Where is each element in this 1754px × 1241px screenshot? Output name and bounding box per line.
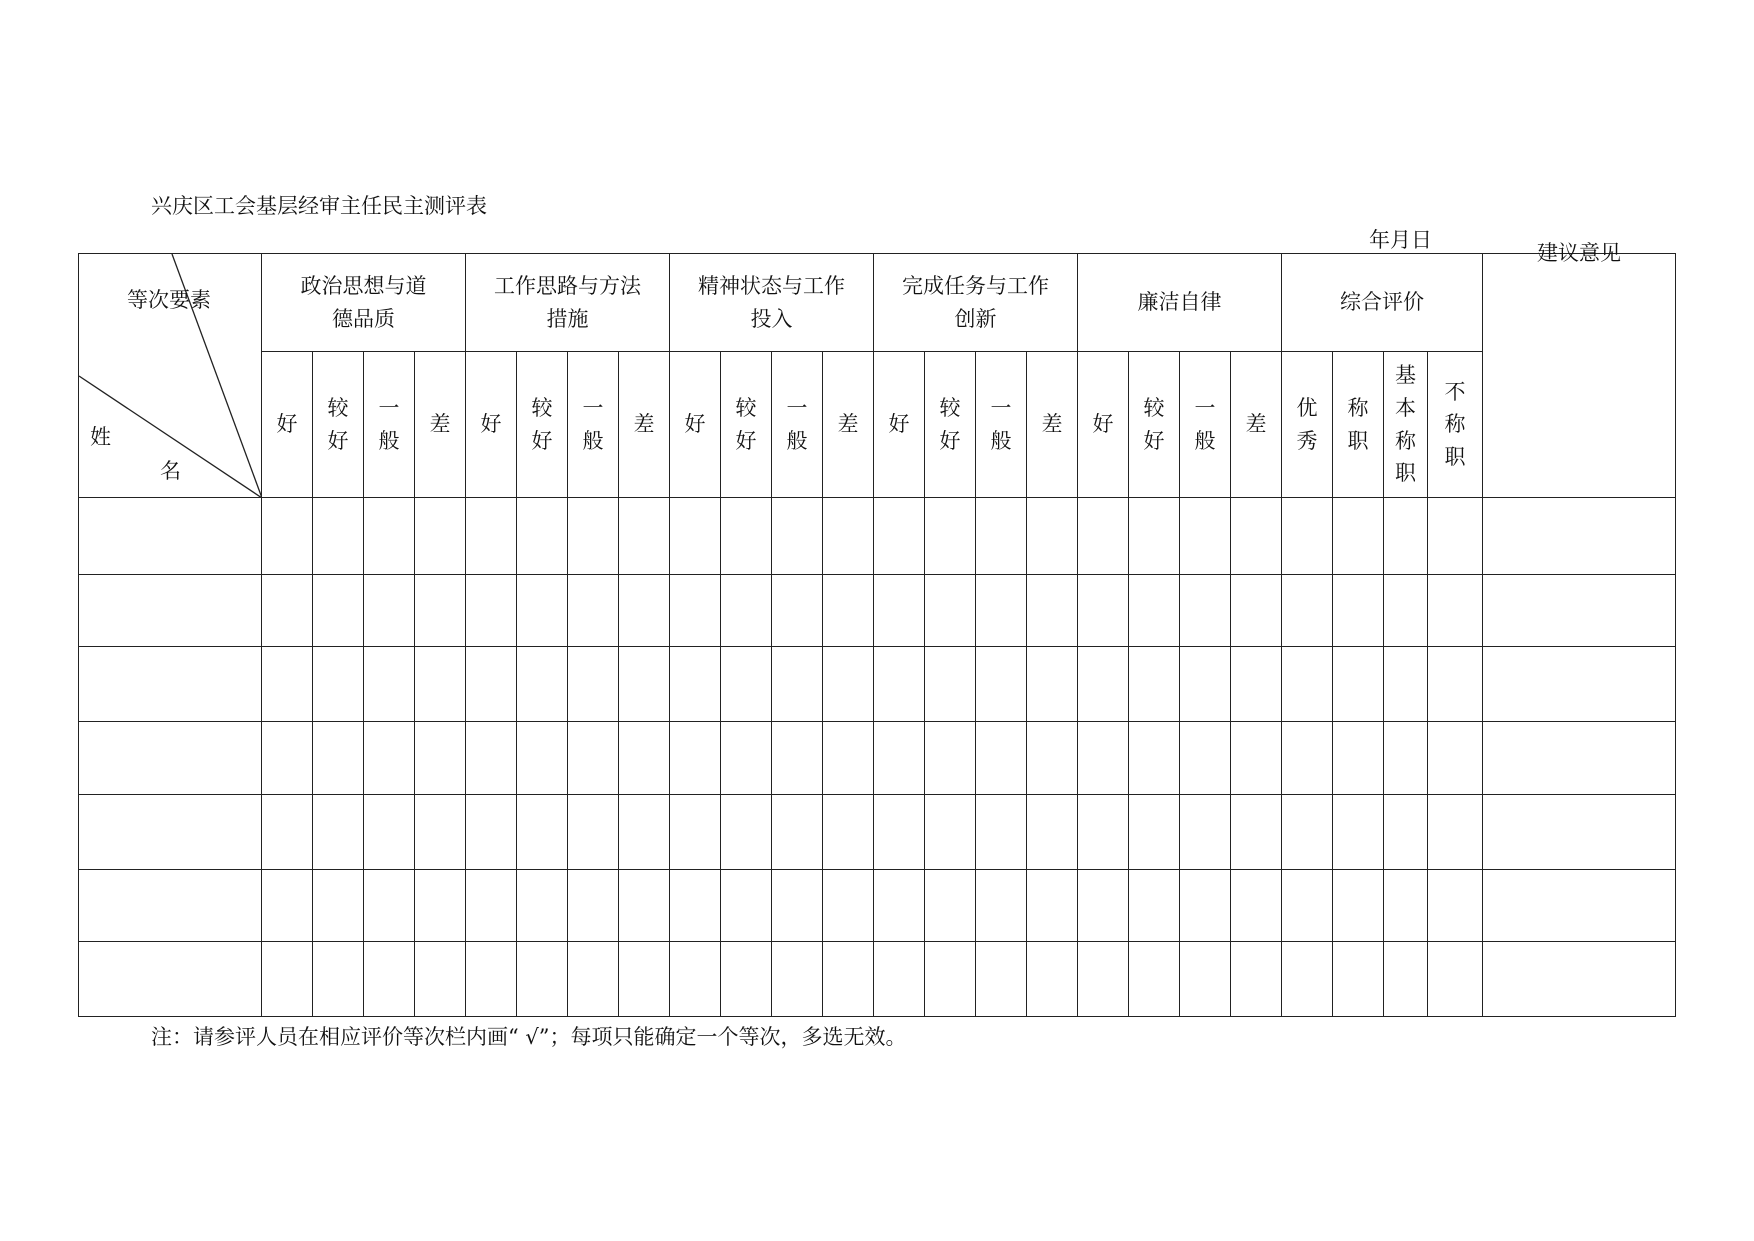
- grade-checkbox-cell[interactable]: [466, 870, 517, 942]
- grade-checkbox-cell[interactable]: [1282, 870, 1333, 942]
- grade-checkbox-cell[interactable]: [262, 722, 313, 795]
- grade-header-cell: [1231, 352, 1282, 498]
- grade-checkbox-cell[interactable]: [262, 498, 313, 575]
- name-cell[interactable]: [79, 722, 262, 795]
- grade-checkbox-cell[interactable]: [619, 722, 670, 795]
- grade-header-label: 一般: [1194, 395, 1216, 453]
- grade-checkbox-cell[interactable]: [670, 870, 721, 942]
- grade-checkbox-cell[interactable]: [670, 498, 721, 575]
- group-header-label: 综合评价: [1340, 290, 1424, 315]
- suggestion-cell[interactable]: [1483, 870, 1676, 942]
- grade-checkbox-cell[interactable]: [1078, 795, 1129, 870]
- grade-checkbox-cell[interactable]: [823, 870, 874, 942]
- grade-checkbox-cell[interactable]: [670, 647, 721, 722]
- grade-checkbox-cell[interactable]: [313, 722, 364, 795]
- grade-checkbox-cell[interactable]: [1282, 498, 1333, 575]
- grade-checkbox-cell[interactable]: [364, 498, 415, 575]
- grade-checkbox-cell[interactable]: [1027, 575, 1078, 647]
- grade-checkbox-cell[interactable]: [1384, 870, 1428, 942]
- table-row: [79, 647, 1676, 722]
- grade-header-label: 基本称职: [1395, 363, 1416, 486]
- corner-label-name-2: 名: [160, 459, 181, 483]
- grade-header-cell: [1428, 352, 1483, 498]
- grade-checkbox-cell[interactable]: [517, 870, 568, 942]
- grade-checkbox-cell[interactable]: [415, 575, 466, 647]
- grade-checkbox-cell[interactable]: [874, 722, 925, 795]
- grade-checkbox-cell[interactable]: [823, 942, 874, 1017]
- grade-checkbox-cell[interactable]: [976, 942, 1027, 1017]
- grade-checkbox-cell[interactable]: [415, 795, 466, 870]
- grade-checkbox-cell[interactable]: [262, 795, 313, 870]
- grade-header-label: 好: [480, 412, 502, 437]
- grade-checkbox-cell[interactable]: [1231, 647, 1282, 722]
- group-header-label: 廉洁自律: [1137, 290, 1222, 315]
- grade-checkbox-cell[interactable]: [1428, 942, 1483, 1017]
- grade-checkbox-cell[interactable]: [1180, 942, 1231, 1017]
- grade-checkbox-cell[interactable]: [874, 498, 925, 575]
- name-cell[interactable]: [79, 575, 262, 647]
- grade-checkbox-cell[interactable]: [415, 722, 466, 795]
- grade-header-label: 较好: [531, 395, 553, 453]
- grade-checkbox-cell[interactable]: [721, 647, 772, 722]
- grade-checkbox-cell[interactable]: [1384, 575, 1428, 647]
- grade-checkbox-cell[interactable]: [568, 498, 619, 575]
- table-row: [79, 498, 1676, 575]
- grade-checkbox-cell[interactable]: [313, 647, 364, 722]
- grade-header-cell: [1027, 352, 1078, 498]
- grade-checkbox-cell[interactable]: [313, 942, 364, 1017]
- grade-header-cell: [517, 352, 568, 498]
- grade-header-cell: [466, 352, 517, 498]
- grade-checkbox-cell[interactable]: [1384, 722, 1428, 795]
- grade-checkbox-cell[interactable]: [313, 575, 364, 647]
- grade-checkbox-cell[interactable]: [1384, 647, 1428, 722]
- grade-checkbox-cell[interactable]: [1180, 575, 1231, 647]
- group-header-label: 完成任务与工作创新: [902, 273, 1049, 331]
- grade-header-label: 差: [1245, 412, 1267, 437]
- grade-checkbox-cell[interactable]: [721, 498, 772, 575]
- grade-checkbox-cell[interactable]: [1384, 795, 1428, 870]
- grade-checkbox-cell[interactable]: [619, 647, 670, 722]
- grade-checkbox-cell[interactable]: [1129, 942, 1180, 1017]
- grade-checkbox-cell[interactable]: [517, 942, 568, 1017]
- grade-header-label: 称职: [1347, 395, 1369, 453]
- grade-header-label: 差: [429, 412, 451, 437]
- grade-header-label: 一般: [990, 395, 1012, 453]
- grade-checkbox-cell[interactable]: [772, 575, 823, 647]
- grade-header-label: 好: [276, 412, 298, 437]
- grade-checkbox-cell[interactable]: [721, 870, 772, 942]
- grade-checkbox-cell[interactable]: [976, 870, 1027, 942]
- grade-checkbox-cell[interactable]: [1078, 498, 1129, 575]
- grade-checkbox-cell[interactable]: [1231, 795, 1282, 870]
- grade-checkbox-cell[interactable]: [619, 575, 670, 647]
- grade-header-cell: [364, 352, 415, 498]
- grade-checkbox-cell[interactable]: [670, 795, 721, 870]
- grade-checkbox-cell[interactable]: [1129, 498, 1180, 575]
- grade-checkbox-cell[interactable]: [619, 795, 670, 870]
- grade-header-cell: [925, 352, 976, 498]
- grade-checkbox-cell[interactable]: [313, 870, 364, 942]
- grade-header-cell: [313, 352, 364, 498]
- grade-header-cell: [1129, 352, 1180, 498]
- grade-checkbox-cell[interactable]: [1180, 722, 1231, 795]
- group-header-4: [874, 254, 1078, 352]
- grade-checkbox-cell[interactable]: [976, 647, 1027, 722]
- grade-checkbox-cell[interactable]: [1428, 722, 1483, 795]
- grade-checkbox-cell[interactable]: [466, 498, 517, 575]
- group-header-5: [1078, 254, 1282, 352]
- grade-header-cell: [568, 352, 619, 498]
- header-row-groups: [79, 254, 1676, 352]
- corner-label-criteria: 等次要素: [127, 288, 211, 312]
- grade-checkbox-cell[interactable]: [874, 942, 925, 1017]
- grade-checkbox-cell[interactable]: [772, 942, 823, 1017]
- grade-checkbox-cell[interactable]: [568, 575, 619, 647]
- grade-header-label: 好: [1092, 412, 1114, 437]
- grade-header-cell: [1078, 352, 1129, 498]
- grade-header-cell: [976, 352, 1027, 498]
- group-header-label: 精神状态与工作投入: [698, 273, 845, 331]
- grade-checkbox-cell[interactable]: [1231, 722, 1282, 795]
- grade-checkbox-cell[interactable]: [1333, 870, 1384, 942]
- grade-checkbox-cell[interactable]: [517, 795, 568, 870]
- grade-checkbox-cell[interactable]: [1428, 870, 1483, 942]
- page-title: 兴庆区工会基层经审主任民主测评表: [151, 194, 487, 218]
- table-row: [79, 795, 1676, 870]
- grade-header-cell: [721, 352, 772, 498]
- corner-label-name-1: 姓: [90, 425, 111, 449]
- grade-checkbox-cell[interactable]: [466, 647, 517, 722]
- grade-checkbox-cell[interactable]: [1180, 795, 1231, 870]
- grade-checkbox-cell[interactable]: [1078, 722, 1129, 795]
- grade-checkbox-cell[interactable]: [568, 942, 619, 1017]
- grade-checkbox-cell[interactable]: [313, 795, 364, 870]
- grade-checkbox-cell[interactable]: [925, 942, 976, 1017]
- grade-checkbox-cell[interactable]: [619, 498, 670, 575]
- name-cell[interactable]: [79, 942, 262, 1017]
- grade-checkbox-cell[interactable]: [1282, 942, 1333, 1017]
- grade-checkbox-cell[interactable]: [1129, 575, 1180, 647]
- grade-checkbox-cell[interactable]: [517, 722, 568, 795]
- grade-checkbox-cell[interactable]: [517, 498, 568, 575]
- grade-header-label: 好: [684, 412, 706, 437]
- grade-checkbox-cell[interactable]: [1231, 575, 1282, 647]
- table-row: [79, 942, 1676, 1017]
- grade-header-cell: [619, 352, 670, 498]
- grade-checkbox-cell[interactable]: [1231, 942, 1282, 1017]
- grade-checkbox-cell[interactable]: [1129, 795, 1180, 870]
- table-row: [79, 575, 1676, 647]
- table-row: [79, 870, 1676, 942]
- grade-checkbox-cell[interactable]: [568, 795, 619, 870]
- grade-checkbox-cell[interactable]: [1129, 722, 1180, 795]
- grade-checkbox-cell[interactable]: [313, 498, 364, 575]
- grade-checkbox-cell[interactable]: [823, 722, 874, 795]
- grade-checkbox-cell[interactable]: [262, 647, 313, 722]
- grade-header-cell: [415, 352, 466, 498]
- grade-checkbox-cell[interactable]: [1231, 498, 1282, 575]
- header-row-grades: [79, 352, 1676, 498]
- grade-checkbox-cell[interactable]: [1282, 647, 1333, 722]
- grade-header-label: 一般: [582, 395, 604, 453]
- grade-checkbox-cell[interactable]: [1027, 498, 1078, 575]
- grade-header-label: 较好: [1143, 395, 1165, 453]
- grade-checkbox-cell[interactable]: [670, 575, 721, 647]
- grade-checkbox-cell[interactable]: [466, 942, 517, 1017]
- grade-checkbox-cell[interactable]: [874, 647, 925, 722]
- grade-header-label: 较好: [327, 395, 349, 453]
- group-header-3: [670, 254, 874, 352]
- grade-checkbox-cell[interactable]: [925, 870, 976, 942]
- evaluation-table: [78, 241, 1676, 1017]
- grade-checkbox-cell[interactable]: [262, 870, 313, 942]
- grade-checkbox-cell[interactable]: [1428, 647, 1483, 722]
- grade-checkbox-cell[interactable]: [874, 795, 925, 870]
- grade-checkbox-cell[interactable]: [1078, 647, 1129, 722]
- grade-checkbox-cell[interactable]: [874, 575, 925, 647]
- grade-checkbox-cell[interactable]: [1078, 575, 1129, 647]
- grade-checkbox-cell[interactable]: [364, 647, 415, 722]
- grade-checkbox-cell[interactable]: [364, 722, 415, 795]
- grade-checkbox-cell[interactable]: [976, 795, 1027, 870]
- grade-checkbox-cell[interactable]: [415, 647, 466, 722]
- grade-header-label: 一般: [378, 395, 400, 453]
- grade-checkbox-cell[interactable]: [1027, 942, 1078, 1017]
- grade-checkbox-cell[interactable]: [823, 575, 874, 647]
- grade-checkbox-cell[interactable]: [415, 870, 466, 942]
- grade-checkbox-cell[interactable]: [1428, 575, 1483, 647]
- grade-header-label: 不称职: [1444, 379, 1466, 469]
- grade-checkbox-cell[interactable]: [466, 722, 517, 795]
- grade-checkbox-cell[interactable]: [1027, 870, 1078, 942]
- grade-checkbox-cell[interactable]: [415, 942, 466, 1017]
- grade-checkbox-cell[interactable]: [1333, 795, 1384, 870]
- name-cell[interactable]: [79, 870, 262, 942]
- footnote: 注：请参评人员在相应评价等次栏内画“ √”；每项只能确定一个等次，多选无效。: [151, 1025, 907, 1049]
- grade-checkbox-cell[interactable]: [1027, 795, 1078, 870]
- grade-checkbox-cell[interactable]: [670, 722, 721, 795]
- group-header-1: [262, 254, 466, 352]
- grade-checkbox-cell[interactable]: [1333, 722, 1384, 795]
- grade-header-cell: [1282, 352, 1333, 498]
- group-header-label: 政治思想与道德品质: [300, 273, 427, 331]
- grade-checkbox-cell[interactable]: [1333, 498, 1384, 575]
- suggestion-header: [1483, 241, 1676, 498]
- grade-checkbox-cell[interactable]: [1180, 870, 1231, 942]
- suggestion-cell[interactable]: [1483, 647, 1676, 722]
- grade-checkbox-cell[interactable]: [772, 498, 823, 575]
- grade-checkbox-cell[interactable]: [721, 575, 772, 647]
- grade-checkbox-cell[interactable]: [772, 722, 823, 795]
- name-cell[interactable]: [79, 795, 262, 870]
- grade-checkbox-cell[interactable]: [1180, 498, 1231, 575]
- grade-checkbox-cell[interactable]: [568, 647, 619, 722]
- suggestion-cell[interactable]: [1483, 575, 1676, 647]
- grade-header-label: 较好: [939, 395, 961, 453]
- grade-checkbox-cell[interactable]: [1282, 722, 1333, 795]
- grade-checkbox-cell[interactable]: [262, 942, 313, 1017]
- grade-checkbox-cell[interactable]: [517, 647, 568, 722]
- grade-checkbox-cell[interactable]: [1027, 722, 1078, 795]
- grade-checkbox-cell[interactable]: [619, 942, 670, 1017]
- grade-checkbox-cell[interactable]: [772, 870, 823, 942]
- grade-header-label: 一般: [786, 395, 808, 453]
- grade-checkbox-cell[interactable]: [925, 498, 976, 575]
- grade-checkbox-cell[interactable]: [1333, 575, 1384, 647]
- suggestion-cell[interactable]: [1483, 942, 1676, 1017]
- table-row: [79, 722, 1676, 795]
- group-header-label: 工作思路与方法措施: [494, 273, 641, 331]
- grade-checkbox-cell[interactable]: [1078, 870, 1129, 942]
- grade-checkbox-cell[interactable]: [721, 722, 772, 795]
- grade-checkbox-cell[interactable]: [517, 575, 568, 647]
- grade-checkbox-cell[interactable]: [1384, 942, 1428, 1017]
- grade-checkbox-cell[interactable]: [1282, 575, 1333, 647]
- grade-checkbox-cell[interactable]: [364, 870, 415, 942]
- grade-checkbox-cell[interactable]: [823, 498, 874, 575]
- grade-header-cell: [670, 352, 721, 498]
- grade-checkbox-cell[interactable]: [1333, 942, 1384, 1017]
- grade-header-label: 较好: [735, 395, 757, 453]
- grade-checkbox-cell[interactable]: [262, 575, 313, 647]
- grade-checkbox-cell[interactable]: [1231, 870, 1282, 942]
- grade-checkbox-cell[interactable]: [1027, 647, 1078, 722]
- group-header-2: [466, 254, 670, 352]
- grade-checkbox-cell[interactable]: [823, 795, 874, 870]
- name-cell[interactable]: [79, 498, 262, 575]
- grade-header-cell: [262, 352, 313, 498]
- suggestion-header-label: 建议意见: [1537, 241, 1621, 266]
- name-cell[interactable]: [79, 647, 262, 722]
- suggestion-cell[interactable]: [1483, 722, 1676, 795]
- grade-header-label: 差: [837, 412, 859, 437]
- grade-checkbox-cell[interactable]: [670, 942, 721, 1017]
- grade-checkbox-cell[interactable]: [772, 795, 823, 870]
- grade-checkbox-cell[interactable]: [1428, 498, 1483, 575]
- grade-checkbox-cell[interactable]: [568, 722, 619, 795]
- grade-checkbox-cell[interactable]: [364, 575, 415, 647]
- grade-checkbox-cell[interactable]: [1180, 647, 1231, 722]
- grade-checkbox-cell[interactable]: [925, 722, 976, 795]
- grade-checkbox-cell[interactable]: [976, 575, 1027, 647]
- corner-header-cell: [79, 254, 262, 498]
- grade-checkbox-cell[interactable]: [925, 795, 976, 870]
- grade-checkbox-cell[interactable]: [823, 647, 874, 722]
- grade-checkbox-cell[interactable]: [1129, 647, 1180, 722]
- grade-checkbox-cell[interactable]: [568, 870, 619, 942]
- grade-checkbox-cell[interactable]: [364, 795, 415, 870]
- grade-header-label: 差: [633, 412, 655, 437]
- grade-header-label: 差: [1041, 412, 1063, 437]
- grade-checkbox-cell[interactable]: [466, 575, 517, 647]
- grade-checkbox-cell[interactable]: [1333, 647, 1384, 722]
- grade-checkbox-cell[interactable]: [364, 942, 415, 1017]
- grade-checkbox-cell[interactable]: [1078, 942, 1129, 1017]
- suggestion-cell[interactable]: [1483, 498, 1676, 575]
- grade-checkbox-cell[interactable]: [1282, 795, 1333, 870]
- grade-header-label: 优秀: [1296, 395, 1318, 453]
- grade-checkbox-cell[interactable]: [1428, 795, 1483, 870]
- grade-checkbox-cell[interactable]: [1129, 870, 1180, 942]
- grade-header-label: 好: [888, 412, 910, 437]
- grade-checkbox-cell[interactable]: [772, 647, 823, 722]
- grade-checkbox-cell[interactable]: [466, 795, 517, 870]
- grade-checkbox-cell[interactable]: [976, 498, 1027, 575]
- group-header-6: [1282, 254, 1483, 352]
- grade-header-cell: [1384, 352, 1428, 498]
- grade-header-cell: [874, 352, 925, 498]
- grade-checkbox-cell[interactable]: [721, 795, 772, 870]
- grade-header-cell: [1333, 352, 1384, 498]
- grade-checkbox-cell[interactable]: [619, 870, 670, 942]
- grade-checkbox-cell[interactable]: [721, 942, 772, 1017]
- grade-header-cell: [772, 352, 823, 498]
- date-label: 年月日: [1369, 228, 1432, 252]
- grade-header-cell: [1180, 352, 1231, 498]
- grade-checkbox-cell[interactable]: [415, 498, 466, 575]
- suggestion-cell[interactable]: [1483, 795, 1676, 870]
- grade-checkbox-cell[interactable]: [874, 870, 925, 942]
- grade-checkbox-cell[interactable]: [976, 722, 1027, 795]
- grade-checkbox-cell[interactable]: [925, 575, 976, 647]
- grade-checkbox-cell[interactable]: [1384, 498, 1428, 575]
- grade-checkbox-cell[interactable]: [925, 647, 976, 722]
- grade-header-cell: [823, 352, 874, 498]
